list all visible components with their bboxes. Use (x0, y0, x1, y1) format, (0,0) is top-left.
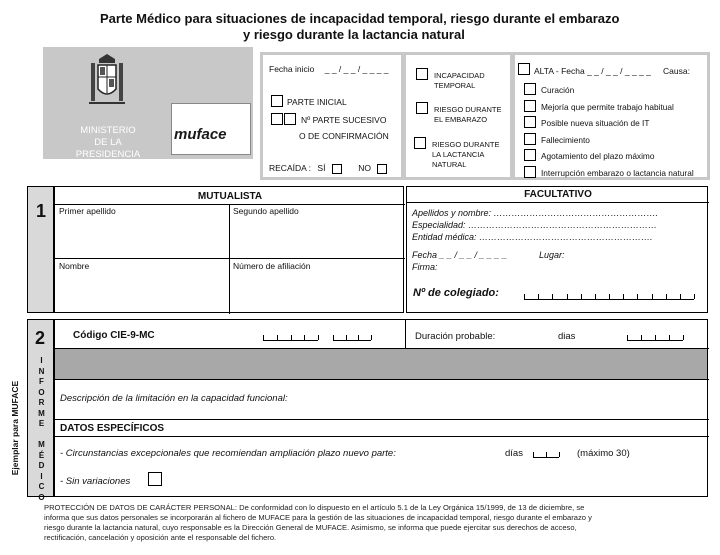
fecha-inicio-field[interactable]: _ _ / _ _ / _ _ _ _ (324, 64, 389, 74)
side-letter: R (38, 398, 45, 407)
digit-separator (637, 294, 638, 299)
coat-of-arms-icon (85, 53, 129, 111)
alta-causa-checkbox[interactable] (524, 133, 536, 145)
segundo-apellido-field[interactable] (233, 217, 401, 255)
digit-separator (304, 335, 305, 340)
digit-separator (533, 452, 534, 457)
primer-apellido-field[interactable] (57, 217, 225, 255)
nombre-label: Nombre (59, 261, 90, 271)
alta-causa-label: Mejoría que permite trabajo habitual (541, 101, 674, 112)
digit-separator (623, 294, 624, 299)
apellidos-nombre-field[interactable]: Apellidos y nombre: ………………………………………………. (412, 208, 659, 218)
alta-causa-label: Causa: (663, 66, 690, 76)
duracion-dias-label: dias (558, 331, 576, 342)
muface-logo (171, 103, 251, 155)
footer-line2: informa que sus datos personales se incorporarán al fichero de MUFACE para la gestión de las situaciones de incapacidad temporal, riesgo durante el embarazo y (44, 513, 592, 522)
digit-separator (552, 294, 553, 299)
section2-side-cell (27, 319, 54, 502)
datos-especificos-title: DATOS ESPECÍFICOS (60, 423, 165, 434)
side-letter: M (38, 408, 45, 418)
digit-separator (669, 335, 670, 340)
alta-causa-label: Fallecimiento (541, 134, 590, 145)
side-letter (28, 430, 55, 441)
facultativo-fecha-field[interactable]: Fecha _ _ / _ _ / _ _ _ _ (412, 250, 508, 260)
embarazo-line1: RIESGO DURANTE (434, 105, 502, 114)
parte-sucesivo-box1[interactable] (271, 113, 283, 125)
fecha-inicio-label: Fecha inicio (269, 64, 315, 74)
lactancia-line2: LA LACTANCIA (432, 150, 485, 159)
side-letter: E (38, 419, 45, 428)
section2-box (54, 319, 708, 497)
parte-inicial-label: PARTE INICIAL (287, 97, 347, 107)
footer-line1: PROTECCIÓN DE DATOS DE CARÁCTER PERSONAL: De conformidad con lo dispuesto en el artículo 5.1 de la Ley Orgánica 15/1999, de 13 de diciembre, se (44, 503, 585, 512)
digit-separator (291, 335, 292, 340)
digit-separator (581, 294, 582, 299)
section2-number: 2 (35, 328, 46, 348)
alta-causa-label: Interrupción embarazo o lactancia natural (541, 168, 694, 178)
alta-causa-checkbox[interactable] (524, 149, 536, 161)
side-letter: I (40, 471, 43, 481)
especialidad-field[interactable]: Especialidad: ……………………………………………………… (412, 220, 658, 230)
side-letter: I (40, 356, 43, 365)
digit-separator (595, 294, 596, 299)
digit-separator (559, 452, 560, 457)
parte-box (263, 55, 401, 177)
digit-separator (627, 335, 628, 340)
digit-separator (371, 335, 372, 340)
digit-separator (277, 335, 278, 340)
ministry-name (63, 125, 153, 161)
digit-separator (641, 335, 642, 340)
digit-separator (609, 294, 610, 299)
side-letter: N (38, 366, 45, 376)
embarazo-checkbox[interactable] (416, 102, 428, 114)
entidad-medica-field[interactable]: Entidad médica: …………………………………………………. (412, 232, 653, 242)
circunstancias-label: - Circunstancias excepcionales que recomiendan ampliación plazo nuevo parte: (60, 448, 396, 459)
circunstancias-dias-field[interactable] (533, 447, 559, 458)
form-title-line2: y riesgo durante la lactancia natural (243, 27, 465, 42)
alta-causa-checkbox[interactable] (524, 166, 536, 178)
digit-separator (538, 294, 539, 299)
form-title-line1: Parte Médico para situaciones de incapacidad temporal, riesgo durante el embarazo (100, 11, 620, 26)
side-letter: O (38, 492, 45, 502)
sin-variaciones-label: - Sin variaciones (60, 476, 131, 487)
lactancia-checkbox[interactable] (414, 137, 426, 149)
alta-causa-checkbox[interactable] (524, 100, 536, 112)
side-letter: M (38, 440, 45, 449)
alta-causa-label: Agotamiento del plazo máximo (541, 151, 655, 162)
digit-separator (318, 335, 319, 340)
ministry-line2: DE LA PRESIDENCIA (75, 137, 141, 160)
digit-separator (683, 335, 684, 340)
mutualista-box (54, 186, 404, 313)
footer-line3: riesgo durante la lactancia natural, cuyo responsable es la Dirección General de MUFACE. Asimismo, se informa que puede ejercitar sus derechos de acceso, (44, 523, 577, 532)
numero-afiliacion-field[interactable] (233, 272, 401, 310)
side-letter: D (38, 461, 45, 470)
alta-causa-label: Posible nueva situación de IT (541, 118, 650, 129)
data-protection-notice (44, 503, 704, 543)
digit-separator (680, 294, 681, 299)
firma-label: Firma: (412, 262, 438, 272)
circunstancias-dias-label: días (505, 448, 523, 459)
side-letter: O (38, 387, 45, 397)
alta-header: ALTA - Fecha _ _ / _ _ / _ _ _ _ (534, 66, 651, 76)
lactancia-line3: NATURAL (432, 160, 467, 169)
ministry-line1: MINISTERIO (80, 125, 136, 136)
maximo-label: (máximo 30) (577, 448, 630, 459)
digit-separator (333, 335, 334, 340)
parte-inicial-checkbox[interactable] (271, 95, 283, 107)
section1-number-cell (27, 186, 54, 313)
digit-separator (546, 452, 547, 457)
lugar-label: Lugar: (539, 250, 565, 260)
codigo-cie-field-2[interactable] (333, 330, 371, 341)
alta-box (515, 55, 707, 177)
side-letter: F (39, 377, 44, 386)
codigo-cie-label: Código CIE-9-MC (73, 330, 155, 341)
digit-separator (655, 335, 656, 340)
footer-line4: rectificación, cancelación y oposición ante el responsable del fichero. (44, 533, 277, 542)
duracion-label: Duración probable: (415, 331, 496, 342)
situacion-box (406, 55, 510, 177)
embarazo-line2: EL EMBARAZO (434, 115, 488, 124)
facultativo-title: FACULTATIVO (524, 189, 592, 200)
recaida-no-checkbox[interactable] (377, 164, 387, 174)
digit-separator (524, 294, 525, 299)
codigo-cie-field-1[interactable] (263, 330, 318, 341)
alta-causa-label: Curación (541, 85, 575, 95)
facultativo-box (406, 186, 708, 313)
parte-frame (260, 52, 710, 180)
diagnosis-bar[interactable] (55, 349, 707, 379)
primer-apellido-label: Primer apellido (59, 206, 116, 216)
colegiado-label: Nº de colegiado: (413, 287, 499, 299)
digit-separator (652, 294, 653, 299)
parte-confirmacion-label: O DE CONFIRMACIÓN (299, 131, 389, 141)
recaida-si-label: SÍ (317, 163, 326, 173)
digit-separator (346, 335, 347, 340)
informe-medico-vertical (28, 356, 55, 503)
digit-separator (358, 335, 359, 340)
segundo-apellido-label: Segundo apellido (233, 206, 299, 216)
incapacidad-line2: TEMPORAL (434, 81, 476, 90)
digit-separator (694, 294, 695, 299)
incapacidad-line1: INCAPACIDAD (434, 71, 485, 80)
alta-causa-checkbox[interactable] (524, 83, 536, 95)
parte-sucesivo-box2[interactable] (284, 113, 296, 125)
mutualista-title: MUTUALISTA (197, 191, 263, 202)
duracion-dias-field[interactable] (627, 330, 683, 341)
digit-separator (263, 335, 264, 340)
parte-sucesivo-label: Nº PARTE SUCESIVO (301, 115, 387, 125)
side-letter: C (38, 482, 45, 491)
muface-brand: muface (174, 126, 227, 143)
colegiado-digits-field[interactable] (524, 289, 694, 300)
recaida-label: RECAÍDA : (269, 163, 312, 173)
recaida-no-label: NO (358, 163, 371, 173)
lactancia-line1: RIESGO DURANTE (432, 140, 500, 149)
descripcion-limitacion-label: Descripción de la limitación en la capacidad funcional: (60, 393, 288, 404)
nombre-field[interactable] (57, 272, 225, 310)
section1-number: 1 (36, 201, 47, 221)
incapacidad-checkbox[interactable] (416, 68, 428, 80)
descripcion-limitacion-field[interactable] (55, 406, 707, 418)
digit-separator (666, 294, 667, 299)
digit-separator (567, 294, 568, 299)
side-letter: É (38, 450, 45, 460)
alta-checkbox[interactable] (518, 63, 530, 75)
numero-afiliacion-label: Número de afiliación (233, 261, 311, 271)
ejemplar-side-label: Ejemplar para MUFACE (10, 380, 20, 476)
recaida-si-checkbox[interactable] (332, 164, 342, 174)
sin-variaciones-checkbox[interactable] (148, 472, 162, 486)
alta-causa-checkbox[interactable] (524, 116, 536, 128)
logo-block (43, 47, 253, 159)
